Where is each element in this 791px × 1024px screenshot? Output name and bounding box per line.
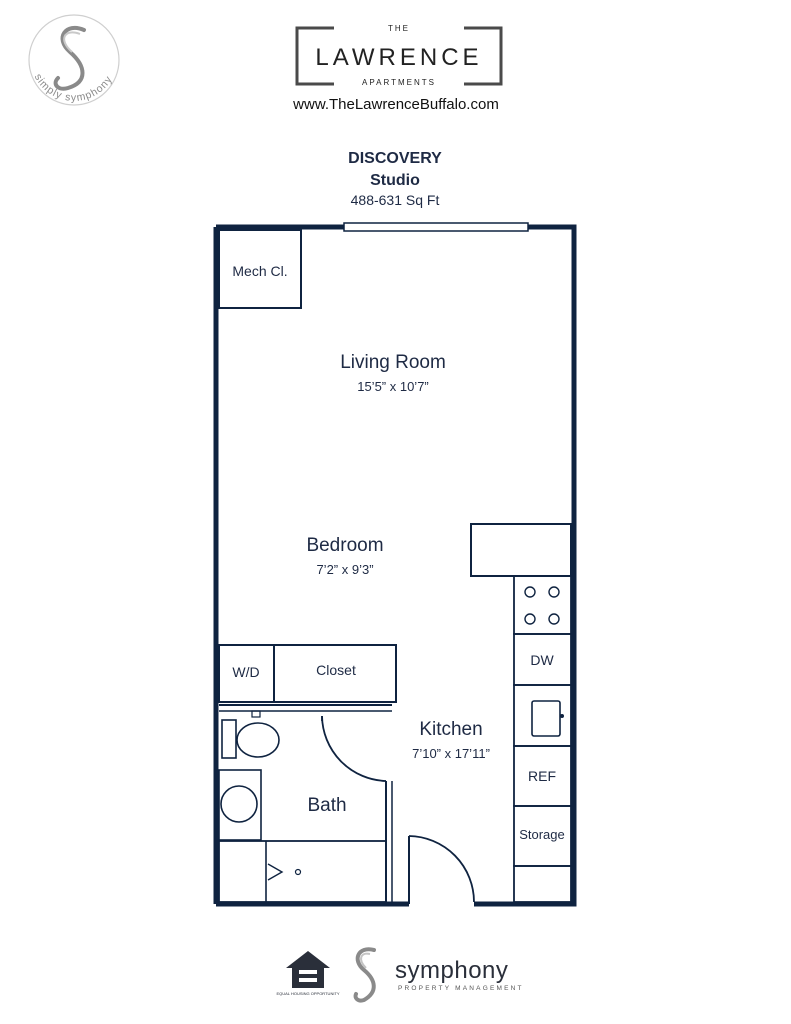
bedroom-dims: 7’2” x 9’3”: [316, 562, 374, 577]
burner-icon: [525, 587, 535, 597]
toilet-bowl: [237, 723, 279, 757]
unit-size: 488-631 Sq Ft: [350, 192, 440, 208]
vanity-sink-icon: [221, 786, 257, 822]
vanity: [219, 770, 261, 840]
kitchen-dims: 7’10” x 17’11”: [412, 746, 490, 761]
mech-closet-label: Mech Cl.: [232, 263, 288, 279]
logo-sub: APARTMENTS: [362, 78, 436, 87]
vent-icon: [252, 711, 260, 717]
unit-name: DISCOVERY: [348, 150, 442, 167]
tub-drain-icon: [296, 870, 301, 875]
burner-icon: [549, 614, 559, 624]
equal-housing-opportunity-logo: [276, 948, 340, 1002]
bath-label: Bath: [307, 795, 347, 816]
living-room-dims: 15’5” x 10’7”: [357, 379, 429, 394]
kitchen-label: Kitchen: [419, 719, 483, 740]
washer-dryer-label: W/D: [232, 664, 260, 680]
logo-name: LAWRENCE: [315, 44, 483, 71]
lower-cabinet: [514, 866, 571, 902]
entry-door-swing: [409, 836, 474, 902]
unit-type: Studio: [370, 172, 420, 189]
seal-text: simply symphony: [31, 71, 116, 104]
bath-door-swing: [322, 716, 386, 781]
kitchen-counter: [471, 524, 571, 576]
symphony-tagline: PROPERTY MANAGEMENT: [398, 985, 524, 992]
logo-the: THE: [388, 24, 410, 33]
website-link[interactable]: www.TheLawrenceBuffalo.com: [293, 96, 499, 113]
refrigerator-label: REF: [528, 768, 556, 784]
exterior-wall: [216, 227, 574, 904]
bathtub: [219, 841, 386, 902]
living-room-label: Living Room: [340, 352, 446, 373]
dishwasher-label: DW: [530, 652, 554, 668]
tub-spout-icon: [268, 864, 282, 880]
symphony-s-logo: [348, 944, 384, 1006]
symphony-wordmark: symphony: [395, 957, 509, 984]
sink-icon: [532, 701, 560, 736]
burner-icon: [549, 587, 559, 597]
closet-label: Closet: [316, 662, 356, 678]
bedroom-label: Bedroom: [306, 535, 384, 556]
range: [514, 576, 571, 634]
storage-label: Storage: [519, 827, 565, 842]
equal-housing-text: EQUAL HOUSING OPPORTUNITY: [276, 991, 340, 996]
toilet-tank: [222, 720, 236, 758]
burner-icon: [525, 614, 535, 624]
window: [344, 223, 528, 231]
faucet-icon: [561, 715, 564, 718]
